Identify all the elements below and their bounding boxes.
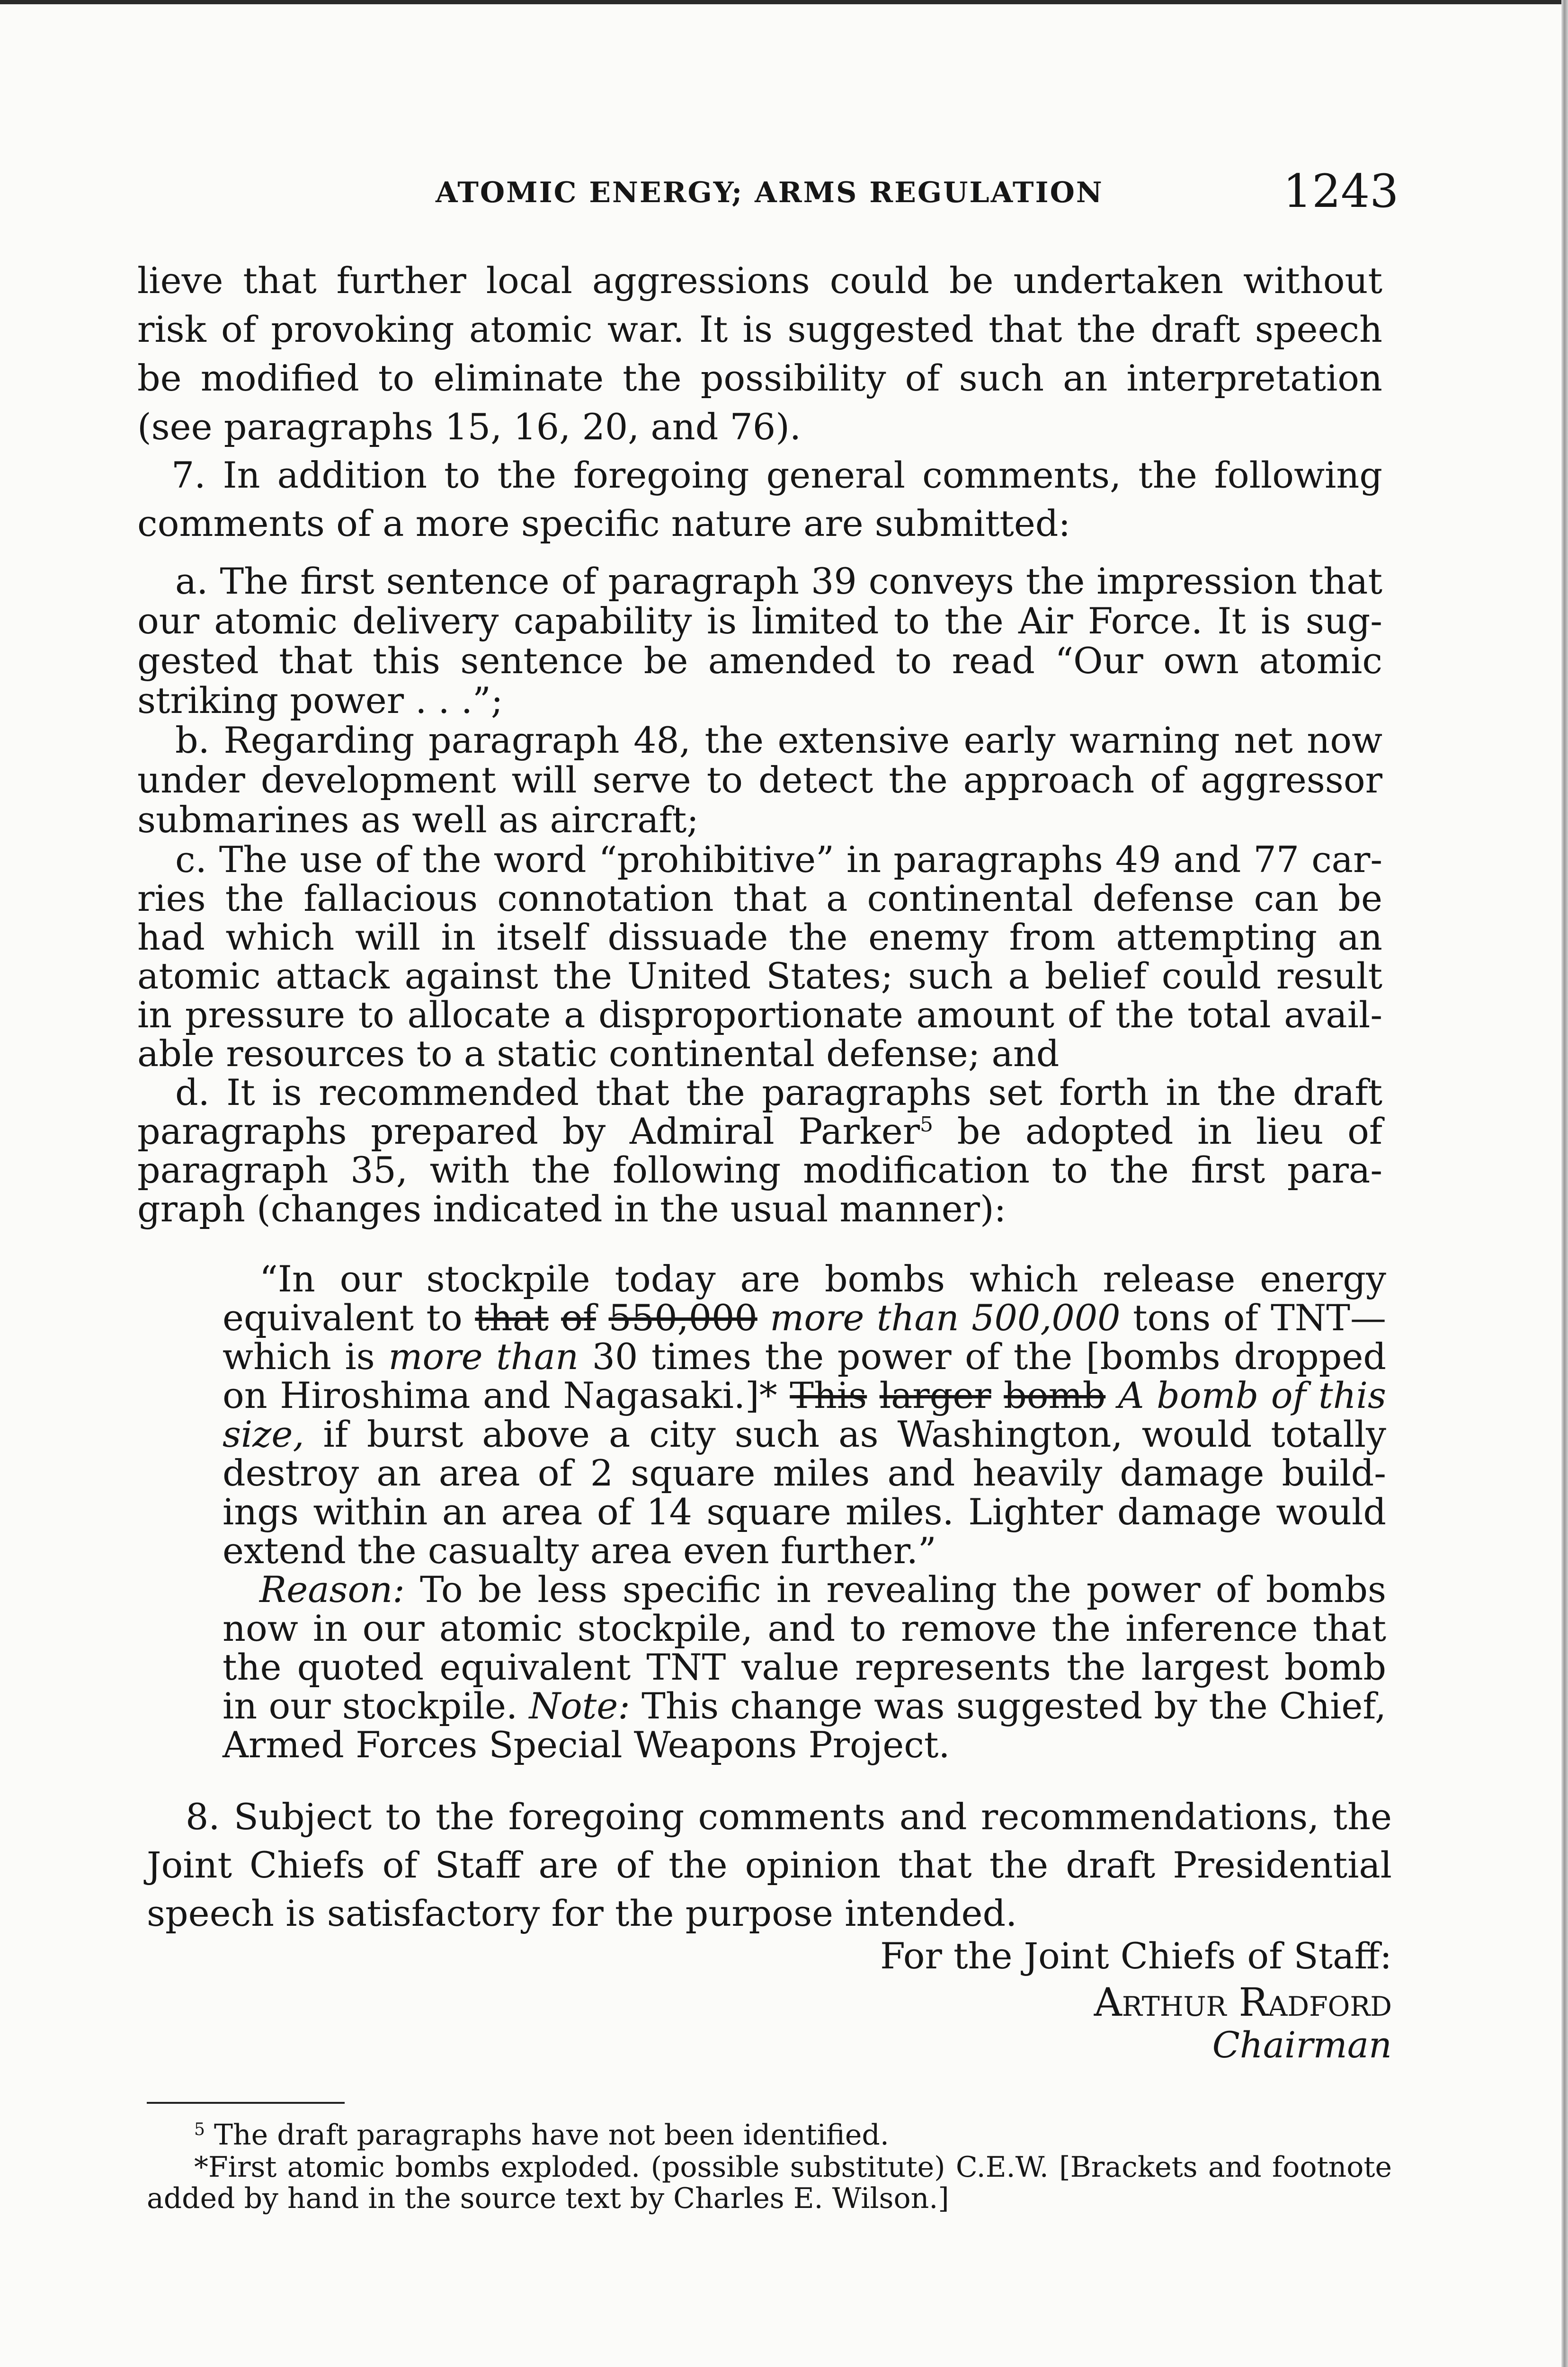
- note-label: Note:: [529, 1685, 630, 1727]
- footnote-mark: 5: [194, 2120, 205, 2139]
- quote-line: ings within an area of 14 square miles. Lighter damage would: [223, 1491, 1386, 1533]
- item-a-line: striking power . . .”;: [137, 679, 503, 721]
- item-b-line: b. Regarding paragraph 48, the extensive early warning net now: [175, 719, 1382, 761]
- quote-line: “In our stockpile today are bombs which release energy: [259, 1258, 1386, 1300]
- item-a-line: gested that this sentence be amended to read “Our own atomic: [137, 640, 1382, 682]
- reason-line: in our stockpile. Note: This change was suggested by the Chief,: [223, 1685, 1386, 1727]
- reason-line: now in our atomic stockpile, and to remove the inference that: [223, 1607, 1386, 1649]
- paragraph-7-line: 7. In addition to the foregoing general comments, the following: [171, 454, 1382, 496]
- item-c-line: able resources to a static continental defense; and: [137, 1032, 1060, 1075]
- page-number: 1243: [1283, 165, 1399, 218]
- scan-binding-edge: [1561, 0, 1568, 2367]
- footnote-star: *First atomic bombs exploded. (possible substitute) C.E.W. [Brackets and footnote: [194, 2151, 1392, 2184]
- body-line: (see paragraphs 15, 16, 20, and 76).: [137, 406, 802, 448]
- item-b-line: submarines as well as aircraft;: [137, 799, 699, 841]
- quote-line: size, if burst above a city such as Washington, would totally: [223, 1413, 1386, 1455]
- inserted-text: more than 500,000: [770, 1297, 1121, 1339]
- inserted-text: size,: [223, 1413, 304, 1455]
- inserted-text: more than: [388, 1335, 579, 1378]
- quote-line: extend the casualty area even further.”: [223, 1530, 936, 1572]
- paragraph-8-line: Joint Chiefs of Staff are of the opinion that the draft Presidential: [147, 1844, 1392, 1886]
- reason-line: the quoted equivalent TNT value represents the largest bomb: [223, 1646, 1386, 1688]
- running-head: ATOMIC ENERGY; ARMS REGULATION: [436, 176, 1104, 209]
- item-a-line: our atomic delivery capability is limited to the Air Force. It is sug-: [137, 600, 1382, 642]
- reason-label: Reason:: [259, 1568, 405, 1611]
- body-line: risk of provoking atomic war. It is suggested that the draft speech: [137, 308, 1382, 350]
- struck-text: bomb: [1004, 1374, 1106, 1416]
- footnote-star: added by hand in the source text by Charles E. Wilson.]: [147, 2182, 949, 2215]
- struck-text: larger: [879, 1374, 991, 1416]
- item-c-line: c. The use of the word “prohibitive” in paragraphs 49 and 77 car-: [175, 838, 1382, 881]
- item-c-line: in pressure to allocate a disproportionate amount of the total avail-: [137, 994, 1382, 1036]
- signature-closing: For the Joint Chiefs of Staff:: [880, 1935, 1392, 1977]
- item-c-line: atomic attack against the United States; such a belief could result: [137, 955, 1382, 997]
- signature-name: Arthur Radford: [1094, 1980, 1392, 2025]
- paragraph-8-line: speech is satisfactory for the purpose intended.: [147, 1892, 1017, 1934]
- reason-line: Armed Forces Special Weapons Project.: [223, 1724, 950, 1766]
- struck-text: This: [790, 1374, 867, 1416]
- reason-line: Reason: To be less specific in revealing the power of bombs: [259, 1568, 1386, 1611]
- struck-text: 550,000: [608, 1297, 757, 1339]
- item-b-line: under development will serve to detect the approach of aggressor: [137, 759, 1382, 801]
- paragraph-8-line: 8. Subject to the foregoing comments and recommendations, the: [186, 1796, 1392, 1838]
- body-line: be modified to eliminate the possibility of such an interpretation: [137, 357, 1382, 399]
- item-a-line: a. The first sentence of paragraph 39 conveys the impression that: [175, 560, 1382, 602]
- footnote-ref-5: 5: [920, 1112, 934, 1137]
- scan-top-border: [0, 0, 1568, 4]
- quote-line: destroy an area of 2 square miles and heavily damage build-: [223, 1452, 1386, 1494]
- item-c-line: ries the fallacious connotation that a continental defense can be: [137, 877, 1382, 919]
- item-d-line: paragraph 35, with the following modification to the first para-: [137, 1149, 1382, 1191]
- body-line: lieve that further local aggressions could be undertaken without: [137, 259, 1382, 302]
- item-c-line: had which will in itself dissuade the enemy from attempting an: [137, 916, 1382, 958]
- quote-line: which is more than 30 times the power of the [bombs dropped: [223, 1335, 1386, 1378]
- inserted-text: A bomb of this: [1118, 1374, 1386, 1416]
- paragraph-7-line: comments of a more specific nature are submitted:: [137, 502, 1071, 544]
- item-d-line: paragraphs prepared by Admiral Parker$^5$ be adopted in lieu of: [137, 1110, 1382, 1152]
- signature-title: Chairman: [1212, 2024, 1392, 2066]
- quote-line: on Hiroshima and Nagasaki.]* This larger bomb A bomb of this: [223, 1374, 1386, 1416]
- item-d-line: d. It is recommended that the paragraphs set forth in the draft: [175, 1071, 1382, 1113]
- struck-text: of: [561, 1297, 596, 1339]
- footnote-5: $^5$ The draft paragraphs have not been identified.: [194, 2118, 889, 2152]
- struck-text: that: [475, 1297, 549, 1339]
- quote-line: equivalent to that of 550,000 more than 500,000 tons of TNT—: [223, 1297, 1386, 1339]
- item-d-line: graph (changes indicated in the usual manner):: [137, 1188, 1007, 1230]
- footnote-rule: [147, 2102, 345, 2104]
